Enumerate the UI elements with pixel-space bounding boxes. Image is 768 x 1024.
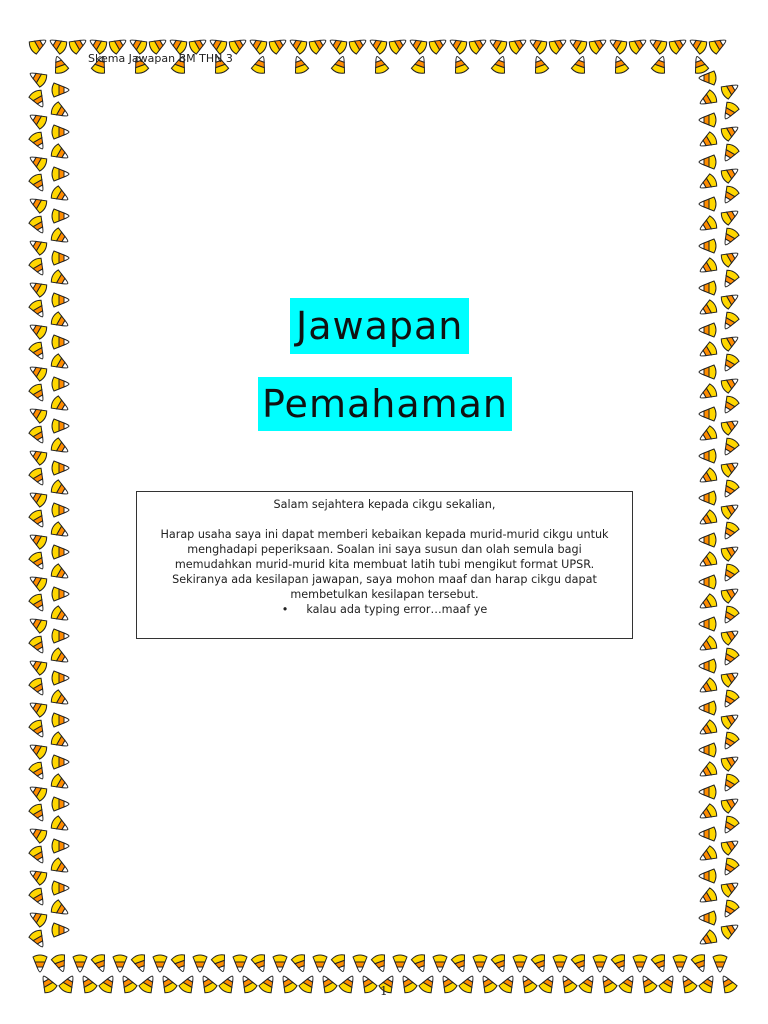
candy-corn-icon [131, 953, 150, 974]
candy-corn-icon [719, 605, 740, 627]
candy-corn-icon [719, 815, 740, 837]
candy-corn-icon [719, 185, 740, 207]
candy-corn-icon [691, 953, 710, 974]
candy-corn-icon [52, 629, 69, 643]
candy-corn-icon [393, 955, 407, 972]
candy-corn-icon [50, 647, 72, 668]
candy-corn-icon [720, 163, 742, 184]
candy-corn-icon [27, 109, 49, 130]
candy-corn-icon [52, 83, 69, 97]
candy-corn-icon [451, 953, 470, 974]
candy-corn-icon [52, 419, 69, 433]
candy-corn-icon [508, 34, 530, 55]
candy-corn-icon [193, 955, 207, 972]
candy-corn-icon [27, 67, 49, 88]
candy-corn-icon [50, 815, 72, 836]
candy-corn-icon [27, 193, 49, 214]
candy-corn-icon [717, 973, 738, 995]
candy-corn-icon [428, 34, 450, 55]
candy-corn-icon [27, 739, 49, 760]
header-label: Skema Jawapan BM THN 3 [88, 52, 233, 65]
candy-corn-icon [273, 955, 287, 972]
candy-corn-icon [28, 929, 49, 951]
candy-corn-icon [699, 659, 716, 673]
note-greeting: Salam sejahtera kepada cikgu sekalian, [273, 498, 496, 511]
candy-corn-icon [411, 54, 430, 75]
candy-corn-icon [27, 361, 49, 382]
candy-corn-icon [28, 509, 49, 531]
candy-corn-icon [699, 785, 716, 799]
candy-corn-icon [27, 865, 49, 886]
candy-corn-icon [28, 551, 49, 573]
candy-corn-icon [637, 973, 658, 995]
candy-corn-icon [277, 973, 298, 995]
candy-corn-icon [651, 953, 670, 974]
candy-corn-icon [348, 34, 370, 55]
candy-corn-icon [27, 697, 49, 718]
candy-corn-icon [697, 341, 719, 362]
candy-corn-icon [697, 89, 719, 110]
candy-corn-icon [668, 34, 690, 55]
candy-corn-icon [719, 227, 740, 249]
candy-corn-icon [720, 499, 742, 520]
candy-corn-icon [720, 121, 742, 142]
candy-corn-icon [719, 269, 740, 291]
candy-corn-icon [178, 973, 199, 995]
candy-corn-icon [719, 101, 740, 123]
candy-corn-icon [28, 257, 49, 279]
note-box [136, 491, 633, 639]
candy-corn-icon [33, 955, 47, 972]
candy-corn-icon [397, 973, 418, 995]
candy-corn-icon [338, 973, 359, 995]
candy-corn-icon [27, 529, 49, 550]
candy-corn-icon [697, 131, 719, 152]
candy-corn-icon [287, 34, 309, 55]
candy-corn-icon [28, 131, 49, 153]
candy-corn-icon [697, 425, 719, 446]
candy-corn-icon [697, 593, 719, 614]
candy-corn-icon [52, 461, 69, 475]
candy-corn-icon [699, 323, 716, 337]
candy-corn-icon [578, 973, 599, 995]
candy-corn-icon [719, 437, 740, 459]
candy-corn-icon [52, 587, 69, 601]
candy-corn-icon [473, 955, 487, 972]
candy-corn-icon [28, 425, 49, 447]
candy-corn-icon [697, 887, 719, 908]
candy-corn-icon [28, 887, 49, 909]
candy-corn-icon [697, 509, 719, 530]
candy-corn-icon [58, 973, 79, 995]
candy-corn-icon [28, 761, 49, 783]
candy-corn-icon [530, 54, 549, 75]
candy-corn-icon [298, 973, 319, 995]
candy-corn-icon [50, 437, 72, 458]
candy-corn-icon [52, 335, 69, 349]
candy-corn-icon [697, 257, 719, 278]
candy-corn-icon [50, 227, 72, 248]
candy-corn-icon [588, 34, 610, 55]
candy-corn-icon [647, 34, 669, 55]
candy-corn-icon [697, 635, 719, 656]
candy-corn-icon [52, 671, 69, 685]
candy-corn-icon [153, 955, 167, 972]
candy-corn-icon [513, 955, 527, 972]
candy-corn-icon [27, 907, 49, 928]
candy-corn-icon [290, 54, 309, 75]
candy-corn-icon [468, 34, 490, 55]
candy-corn-icon [447, 34, 469, 55]
candy-corn-icon [699, 533, 716, 547]
candy-corn-icon [719, 899, 740, 921]
candy-corn-icon [697, 761, 719, 782]
candy-corn-icon [313, 955, 327, 972]
candy-corn-icon [697, 719, 719, 740]
candy-corn-icon [437, 973, 458, 995]
candy-corn-icon [27, 781, 49, 802]
candy-corn-icon [699, 197, 716, 211]
candy-corn-icon [698, 973, 719, 995]
candy-corn-icon [418, 973, 439, 995]
candy-corn-icon [699, 113, 716, 127]
candy-corn-icon [197, 973, 218, 995]
candy-corn-icon [52, 797, 69, 811]
candy-corn-icon [317, 973, 338, 995]
candy-corn-icon [699, 869, 716, 883]
candy-corn-icon [697, 215, 719, 236]
candy-corn-icon [218, 973, 239, 995]
candy-corn-icon [720, 919, 742, 940]
candy-corn-icon [113, 955, 127, 972]
candy-corn-icon [538, 973, 559, 995]
candy-corn-icon [719, 731, 740, 753]
candy-corn-icon [571, 953, 590, 974]
candy-corn-icon [720, 205, 742, 226]
candy-corn-icon [699, 911, 716, 925]
candy-corn-icon [491, 54, 510, 75]
candy-corn-icon [699, 449, 716, 463]
candy-corn-icon [27, 487, 49, 508]
candy-corn-icon [357, 973, 378, 995]
candy-corn-icon [697, 845, 719, 866]
candy-corn-icon [719, 773, 740, 795]
candy-corn-icon [27, 403, 49, 424]
candy-corn-icon [73, 955, 87, 972]
candy-corn-icon [720, 625, 742, 646]
candy-corn-icon [571, 54, 590, 75]
candy-corn-icon [28, 215, 49, 237]
candy-corn-icon [699, 281, 716, 295]
candy-corn-icon [720, 793, 742, 814]
candy-corn-icon [458, 973, 479, 995]
candy-corn-icon [720, 751, 742, 772]
candy-corn-icon [327, 34, 349, 55]
candy-corn-icon [291, 953, 310, 974]
candy-corn-icon [27, 235, 49, 256]
candy-corn-icon [388, 34, 410, 55]
candy-corn-icon [699, 239, 716, 253]
candy-corn-icon [719, 521, 740, 543]
candy-corn-icon [719, 689, 740, 711]
candy-corn-icon [27, 613, 49, 634]
candy-corn-icon [52, 125, 69, 139]
candy-corn-icon [28, 719, 49, 741]
candy-corn-icon [487, 34, 509, 55]
candy-corn-icon [548, 34, 570, 55]
candy-corn-icon [27, 151, 49, 172]
candy-corn-icon [371, 953, 390, 974]
candy-corn-icon [713, 955, 727, 972]
candy-corn-icon [138, 973, 159, 995]
candy-corn-icon [28, 635, 49, 657]
note-body: Harap usaha saya ini dapat memberi kebaikan kepada murid-murid cikgu untuk menghadapi peperiksaan. Soalan ini saya susun dan olah semula bagi memudahkan murid-murid kita membuat latih tubi mengikut format UPSR. Sekiranya ada kesilapan jawapan, saya mohon maaf dan harap cikgu dapat membetulkan kesilapan tersebut. [160, 528, 609, 601]
candy-corn-icon [331, 953, 350, 974]
candy-corn-icon [27, 319, 49, 340]
candy-corn-icon [50, 269, 72, 290]
candy-corn-icon [498, 973, 519, 995]
candy-corn-icon [251, 953, 270, 974]
candy-corn-icon [28, 845, 49, 867]
candy-corn-icon [720, 667, 742, 688]
candy-corn-icon [28, 593, 49, 615]
candy-corn-icon [658, 973, 679, 995]
candy-corn-icon [308, 34, 330, 55]
candy-corn-icon [433, 955, 447, 972]
candy-corn-icon [719, 311, 740, 333]
candy-corn-icon [27, 277, 49, 298]
candy-corn-icon [28, 89, 49, 111]
candy-corn-icon [719, 143, 740, 165]
candy-corn-icon [699, 701, 716, 715]
note-bullet-text: kalau ada typing error…maaf ye [306, 603, 488, 616]
candy-corn-icon [52, 923, 69, 937]
candy-corn-icon [517, 973, 538, 995]
candy-corn-icon [699, 155, 716, 169]
candy-corn-icon [720, 331, 742, 352]
candy-corn-icon [233, 955, 247, 972]
candy-corn-icon [720, 877, 742, 898]
candy-corn-icon [477, 973, 498, 995]
candy-corn-icon [52, 251, 69, 265]
candy-corn-icon [697, 929, 719, 950]
candy-corn-icon [52, 167, 69, 181]
candy-corn-icon [50, 479, 72, 500]
candy-corn-icon [719, 353, 740, 375]
candy-corn-icon [593, 955, 607, 972]
candy-corn-icon [50, 563, 72, 584]
candy-corn-icon [27, 655, 49, 676]
candy-corn-icon [720, 457, 742, 478]
candy-corn-icon [28, 677, 49, 699]
candy-corn-icon [699, 743, 716, 757]
candy-corn-icon [52, 755, 69, 769]
candy-corn-icon [50, 101, 72, 122]
candy-corn-icon [677, 973, 698, 995]
candy-corn-icon [697, 299, 719, 320]
candy-corn-icon [247, 34, 269, 55]
candy-corn-icon [720, 415, 742, 436]
candy-corn-icon [27, 823, 49, 844]
candy-corn-icon [50, 54, 69, 75]
candy-corn-icon [567, 34, 589, 55]
candy-corn-icon [50, 311, 72, 332]
candy-corn-icon [268, 34, 290, 55]
note-bullet-item [149, 602, 620, 617]
candy-corn-icon [699, 617, 716, 631]
candy-corn-icon [633, 955, 647, 972]
candy-corn-icon [697, 383, 719, 404]
candy-corn-icon [699, 827, 716, 841]
candy-corn-icon [719, 479, 740, 501]
candy-corn-icon [50, 185, 72, 206]
candy-corn-icon [50, 353, 72, 374]
candy-corn-icon [697, 677, 719, 698]
candy-corn-icon [531, 953, 550, 974]
candy-corn-icon [708, 34, 730, 55]
candy-corn-icon [50, 857, 72, 878]
candy-corn-icon [407, 34, 429, 55]
candy-corn-icon [720, 247, 742, 268]
candy-corn-icon [50, 773, 72, 794]
candy-corn-icon [699, 575, 716, 589]
candy-corn-icon [597, 973, 618, 995]
candy-corn-icon [91, 953, 110, 974]
page-number: 1 [380, 984, 388, 998]
candy-corn-icon [720, 541, 742, 562]
candy-corn-icon [52, 293, 69, 307]
candy-corn-icon [211, 953, 230, 974]
candy-corn-icon [331, 54, 350, 75]
candy-corn-icon [491, 953, 510, 974]
candy-corn-icon [37, 973, 58, 995]
candy-corn-icon [720, 835, 742, 856]
candy-corn-icon [719, 647, 740, 669]
candy-corn-icon [720, 583, 742, 604]
candy-corn-icon [157, 973, 178, 995]
candy-corn-icon [28, 803, 49, 825]
candy-corn-icon [50, 143, 72, 164]
candy-corn-icon [52, 545, 69, 559]
candy-corn-icon [553, 955, 567, 972]
candy-corn-icon [52, 377, 69, 391]
candy-corn-icon [628, 34, 650, 55]
title-line-2: Pemahaman [258, 377, 512, 431]
candy-corn-icon [719, 857, 740, 879]
candy-corn-icon [527, 34, 549, 55]
candy-corn-icon [450, 54, 469, 75]
candy-corn-icon [171, 953, 190, 974]
candy-corn-icon [50, 521, 72, 542]
candy-corn-icon [719, 563, 740, 585]
candy-corn-icon [557, 973, 578, 995]
candy-corn-icon [697, 551, 719, 572]
candy-corn-icon [50, 395, 72, 416]
candy-corn-icon [720, 709, 742, 730]
candy-corn-icon [411, 953, 430, 974]
bullet-icon: • [281, 603, 289, 616]
candy-corn-icon [52, 503, 69, 517]
candy-corn-icon [52, 839, 69, 853]
candy-corn-icon [611, 953, 630, 974]
candy-corn-icon [720, 79, 742, 100]
candy-corn-icon [52, 209, 69, 223]
candy-corn-icon [52, 713, 69, 727]
candy-corn-icon [719, 395, 740, 417]
candy-corn-icon [28, 383, 49, 405]
candy-corn-icon [720, 289, 742, 310]
candy-corn-icon [98, 973, 119, 995]
candy-corn-icon [690, 54, 709, 75]
candy-corn-icon [699, 407, 716, 421]
candy-corn-icon [27, 571, 49, 592]
candy-corn-icon [28, 34, 50, 55]
candy-corn-icon [697, 173, 719, 194]
candy-corn-icon [68, 34, 90, 55]
candy-corn-icon [28, 299, 49, 321]
title-line-1: Jawapan [290, 298, 469, 354]
candy-corn-icon [28, 341, 49, 363]
candy-corn-icon [699, 491, 716, 505]
candy-corn-icon [27, 445, 49, 466]
candy-corn-icon [77, 973, 98, 995]
candy-corn-icon [673, 955, 687, 972]
candy-corn-icon [47, 34, 69, 55]
candy-corn-icon [607, 34, 629, 55]
candy-corn-icon [50, 731, 72, 752]
candy-corn-icon [258, 973, 279, 995]
candy-corn-icon [720, 373, 742, 394]
candy-corn-icon [699, 365, 716, 379]
candy-corn-icon [618, 973, 639, 995]
candy-corn-icon [353, 955, 367, 972]
candy-corn-icon [237, 973, 258, 995]
candy-corn-icon [51, 953, 70, 974]
candy-corn-icon [367, 34, 389, 55]
candy-corn-icon [697, 803, 719, 824]
candy-corn-icon [50, 899, 72, 920]
candy-corn-icon [687, 34, 709, 55]
candy-corn-icon [251, 54, 270, 75]
candy-corn-icon [50, 689, 72, 710]
candy-corn-icon [28, 467, 49, 489]
candy-corn-icon [28, 173, 49, 195]
candy-corn-icon [370, 54, 389, 75]
candy-corn-icon [610, 54, 629, 75]
candy-corn-icon [52, 881, 69, 895]
candy-corn-icon [651, 54, 670, 75]
candy-corn-icon [50, 605, 72, 626]
candy-corn-icon [697, 467, 719, 488]
candy-corn-icon [117, 973, 138, 995]
